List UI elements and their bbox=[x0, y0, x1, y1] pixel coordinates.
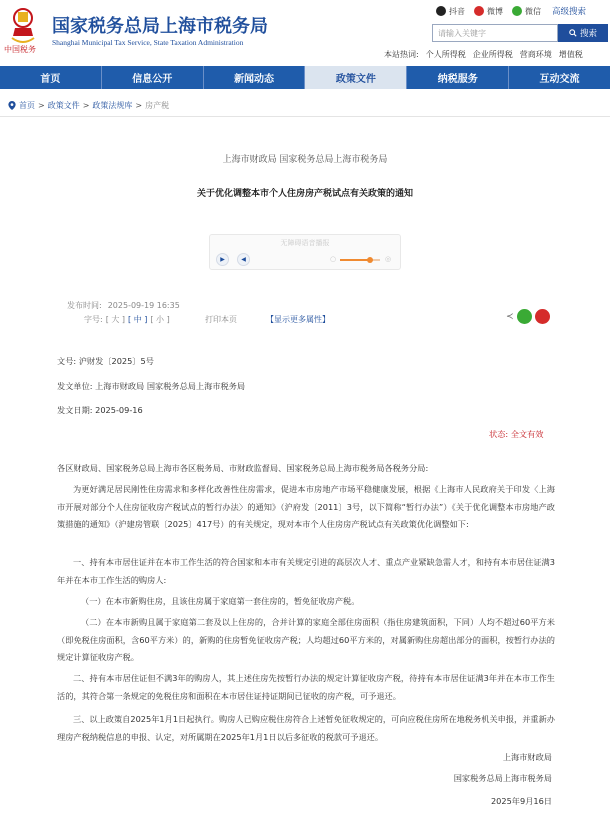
breadcrumb-link[interactable]: 政策文件 bbox=[47, 101, 80, 110]
player-label: 无障碍语音播报 bbox=[280, 239, 330, 247]
hot-words bbox=[384, 49, 583, 60]
search-icon bbox=[569, 29, 577, 37]
play-icon: ▶ bbox=[220, 256, 225, 263]
article-title: 关于优化调整本市个人住房房产税试点有关政策的通知 bbox=[196, 189, 413, 199]
volume-slider[interactable] bbox=[340, 259, 380, 261]
search-button[interactable]: 搜索 bbox=[558, 24, 608, 42]
volume-low-icon: ○ bbox=[330, 255, 337, 263]
doc-number: 文号: 沪财发〔2025〕5号 bbox=[57, 356, 154, 366]
social-douyin[interactable]: 抖音 bbox=[436, 6, 465, 17]
nav-item-tax-service[interactable]: 纳税服务 bbox=[407, 66, 509, 89]
nav-item-interaction[interactable]: 互动交流 bbox=[539, 74, 580, 85]
nav-item-home[interactable]: 首页 bbox=[0, 66, 102, 89]
publish-label: 发布时间: bbox=[67, 301, 102, 310]
hot-word[interactable]: 企业所得税 bbox=[472, 50, 513, 59]
paragraph-1: 为更好满足居民刚性住房需求和多样化改善性住房需求，促进本市房地产市场平稳健康发展，根据《上海市人民政府关于印发〈上海市开展对部分个人住房征收房产税试点的暂行办法〉的通知》（沪府发〔2011〕3号，以下简称“暂行办法”）《关于优化调整本市房地产政策措施的通知》（沪建房管联〔2025〕417号）的有关规定，现对本市个人住房房产税试点有关政策优化调整如下: bbox=[57, 484, 555, 529]
social-wechat[interactable]: 微信 bbox=[512, 6, 541, 17]
signature-tax-service: 国家税务总局上海市税务局 bbox=[453, 773, 552, 783]
share-icon[interactable]: ≺ bbox=[506, 311, 514, 322]
hot-word[interactable]: 个人所得税 bbox=[425, 50, 466, 59]
weibo-icon bbox=[474, 6, 484, 16]
site-subtitle: Shanghai Municipal Tax Service, State Taxation Administration bbox=[52, 38, 244, 47]
breadcrumb-separator: > bbox=[82, 101, 90, 110]
signature-bureau: 上海市财政局 bbox=[502, 752, 552, 762]
more-attributes-link[interactable]: 【显示更多属性】 bbox=[266, 315, 330, 324]
social-links bbox=[436, 5, 586, 17]
hot-words-label: 本站热词: bbox=[384, 50, 419, 59]
share-bar bbox=[506, 309, 550, 324]
doc-date: 发文日期: 2025-09-16 bbox=[57, 405, 143, 415]
wechat-icon bbox=[512, 6, 522, 16]
douyin-icon bbox=[436, 6, 446, 16]
speaker-icon: ◀ bbox=[241, 256, 246, 263]
hot-word[interactable]: 营商环境 bbox=[519, 50, 552, 59]
paragraph-6: 三、以上政策自2025年1月1日起执行。购房人已购应税住房符合上述暂免征收规定的，可向应税住房所在地税务机关申报，并重新办理房产税纳税信息的申报、认定，对所属期在2025年1月1日以后多征收的税款可予退还。 bbox=[57, 714, 555, 742]
font-size-controls bbox=[84, 314, 170, 325]
signature-date: 2025年9月16日 bbox=[490, 796, 552, 806]
site-title[interactable]: 国家税务总局上海市税务局 bbox=[52, 16, 268, 37]
breadcrumb-link[interactable]: 首页 bbox=[19, 101, 35, 110]
publish-time: 2025-09-19 16:35 bbox=[107, 301, 180, 310]
social-weibo[interactable]: 微博 bbox=[474, 6, 503, 17]
volume-button[interactable] bbox=[237, 253, 250, 266]
font-size-large[interactable]: [ 大 ] bbox=[105, 315, 126, 324]
site-header bbox=[0, 0, 610, 64]
volume-fill bbox=[340, 259, 370, 261]
publish-meta bbox=[67, 300, 180, 311]
print-link[interactable]: 打印本页 bbox=[205, 315, 237, 324]
play-button[interactable] bbox=[216, 253, 229, 266]
status-badge: 状态: 全文有效 bbox=[489, 429, 544, 439]
breadcrumb-separator: > bbox=[38, 101, 45, 110]
paragraph-4: （二）在本市新购且属于家庭第二套及以上住房的，合并计算的家庭全部住房面积（指住房建筑面积，下同）人均不超过60平方米（即免税住房面积，含60平方米）的，新购的住房暂免征收房产税；人均超过60平方米的，对属新购住房超出部分的面积，按暂行办法的规定计算征收房产税。 bbox=[57, 617, 555, 662]
font-size-label: 字号: bbox=[84, 315, 103, 324]
breadcrumb-separator: > bbox=[135, 101, 143, 110]
nav-item-policy[interactable]: 政策文件 bbox=[305, 66, 407, 89]
breadcrumb bbox=[8, 100, 169, 111]
volume-high-icon: ◎ bbox=[385, 255, 392, 263]
hot-word[interactable]: 增值税 bbox=[558, 50, 583, 59]
nav-item-disclosure[interactable]: 信息公开 bbox=[102, 66, 204, 89]
paragraph-2: 一、持有本市居住证并在本市工作生活的符合国家和本市有关规定引进的高层次人才、重点产业紧缺急需人才，和持有本市居住证满3年并在本市工作生活的购房人: bbox=[57, 557, 555, 585]
tax-emblem-icon bbox=[6, 6, 40, 48]
paragraph-3: （一）在本市新购住房，且该住房属于家庭第一套住房的，暂免征收房产税。 bbox=[81, 596, 360, 606]
emblem-caption: 中国税务 bbox=[4, 45, 36, 54]
volume-handle[interactable] bbox=[367, 257, 373, 263]
wechat-share-icon[interactable] bbox=[517, 309, 532, 324]
audio-player bbox=[209, 234, 401, 270]
main-nav bbox=[0, 66, 610, 89]
breadcrumb-current: 房产税 bbox=[145, 101, 170, 110]
paragraph-5: 二、持有本市居住证但不满3年的购房人，其上述住房先按暂行办法的规定计算征收房产税，待持有本市居住证满3年并在本市工作生活的，其符合第一条规定的免税住房和面积在本市居住证持证期间已征收的房产税，可予退还。 bbox=[57, 673, 555, 701]
divider bbox=[0, 116, 610, 117]
doc-unit: 发文单位: 上海市财政局 国家税务总局上海市税务局 bbox=[57, 381, 246, 391]
advanced-search-link[interactable]: 高级搜索 bbox=[552, 7, 587, 17]
font-size-small[interactable]: [ 小 ] bbox=[150, 315, 170, 324]
article-issuer: 上海市财政局 国家税务总局上海市税务局 bbox=[222, 155, 388, 165]
location-pin-icon bbox=[8, 101, 16, 110]
breadcrumb-link[interactable]: 政策法规库 bbox=[92, 101, 133, 110]
font-size-medium[interactable]: [ 中 ] bbox=[128, 315, 148, 324]
nav-item-news[interactable]: 新闻动态 bbox=[204, 66, 306, 89]
weibo-share-icon[interactable] bbox=[535, 309, 550, 324]
salutation: 各区财政局、国家税务总局上海市各区税务局、市财政监督局、国家税务总局上海市税务局各税务分局: bbox=[57, 463, 429, 473]
search-input[interactable]: 请输入关键字 bbox=[432, 24, 558, 42]
